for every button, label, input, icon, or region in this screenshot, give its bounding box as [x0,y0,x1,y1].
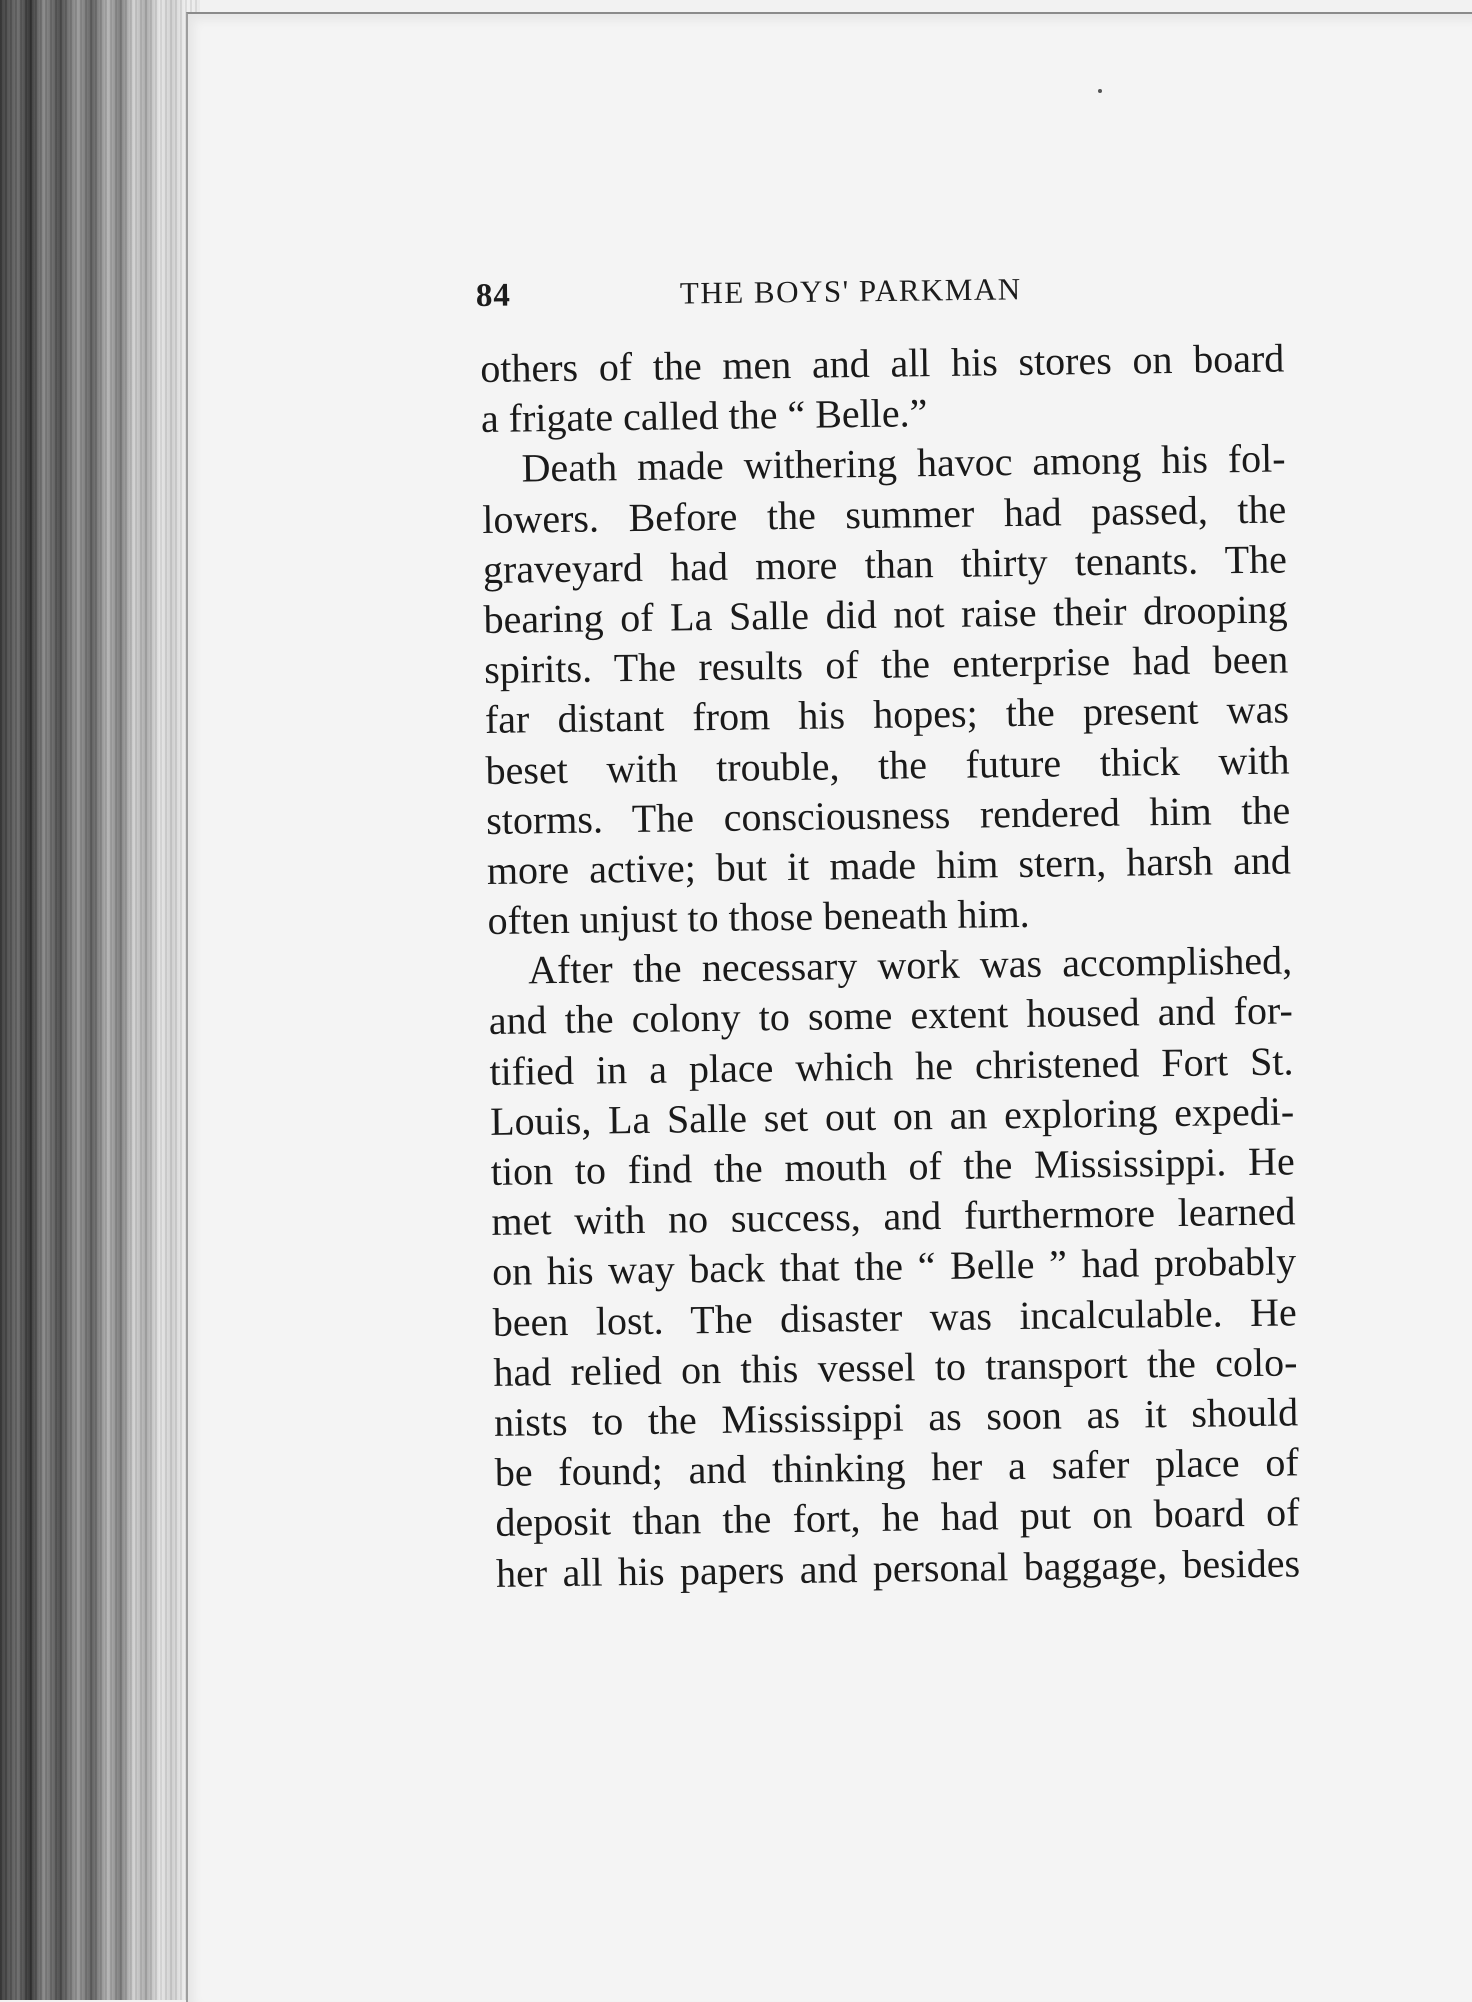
text-line: be found; and thinking her a safer place of [494,1439,1299,1496]
page-number: 84 [475,277,512,314]
text-line: spirits. The results of the enterprise had been [483,636,1289,693]
text-line: After the necessary work was accomplished, [527,937,1293,993]
running-head [476,268,1297,328]
text-line: lowers. Before the summer had passed, the [481,486,1287,542]
text-line: been lost. The disaster was incalculable. He [492,1288,1298,1345]
ink-speck [1098,89,1102,93]
text-line: far distant from his hopes; the present was [484,686,1290,743]
text-line: deposit than the fort, he had put on board of [495,1489,1300,1546]
text-line: a frigate called the “ Belle.” [480,390,928,442]
text-line: and the colony to some extent housed and for- [488,987,1294,1044]
text-line: storms. The consciousness rendered him the [485,787,1291,843]
text-line: more active; but it made him stern, harsh and [486,837,1292,893]
text-line: bearing of La Salle did not raise their drooping [483,586,1288,642]
text-line: tified in a place which he christened Fort St. [489,1038,1294,1094]
text-line: on his way back that the “ Belle ” had probably [491,1238,1297,1295]
text-line: had relied on this vessel to transport the colo- [493,1339,1298,1395]
text-line: met with no success, and furthermore learned [491,1188,1296,1245]
text-line: graveyard had more than thirty tenants. The [482,536,1288,592]
text-line: Death made withering havoc among his fol- [521,435,1286,491]
book-binding-edge [0,0,200,2000]
text-line: nists to the Mississippi as soon as it should [493,1389,1299,1445]
text-line: her all his papers and personal baggage, besides [495,1539,1301,1596]
text-line: beset with trouble, the future thick with [485,736,1290,793]
book-title: THE BOYS' PARKMAN [679,271,1022,311]
text-line: often unjust to those beneath him. [487,890,1030,944]
text-line: others of the men and all his stores on board [480,335,1285,391]
body-text [480,333,1300,1598]
text-line: Louis, La Salle set out on an exploring expedi- [489,1088,1295,1144]
text-line: tion to find the mouth of the Mississippi. He [490,1138,1296,1194]
